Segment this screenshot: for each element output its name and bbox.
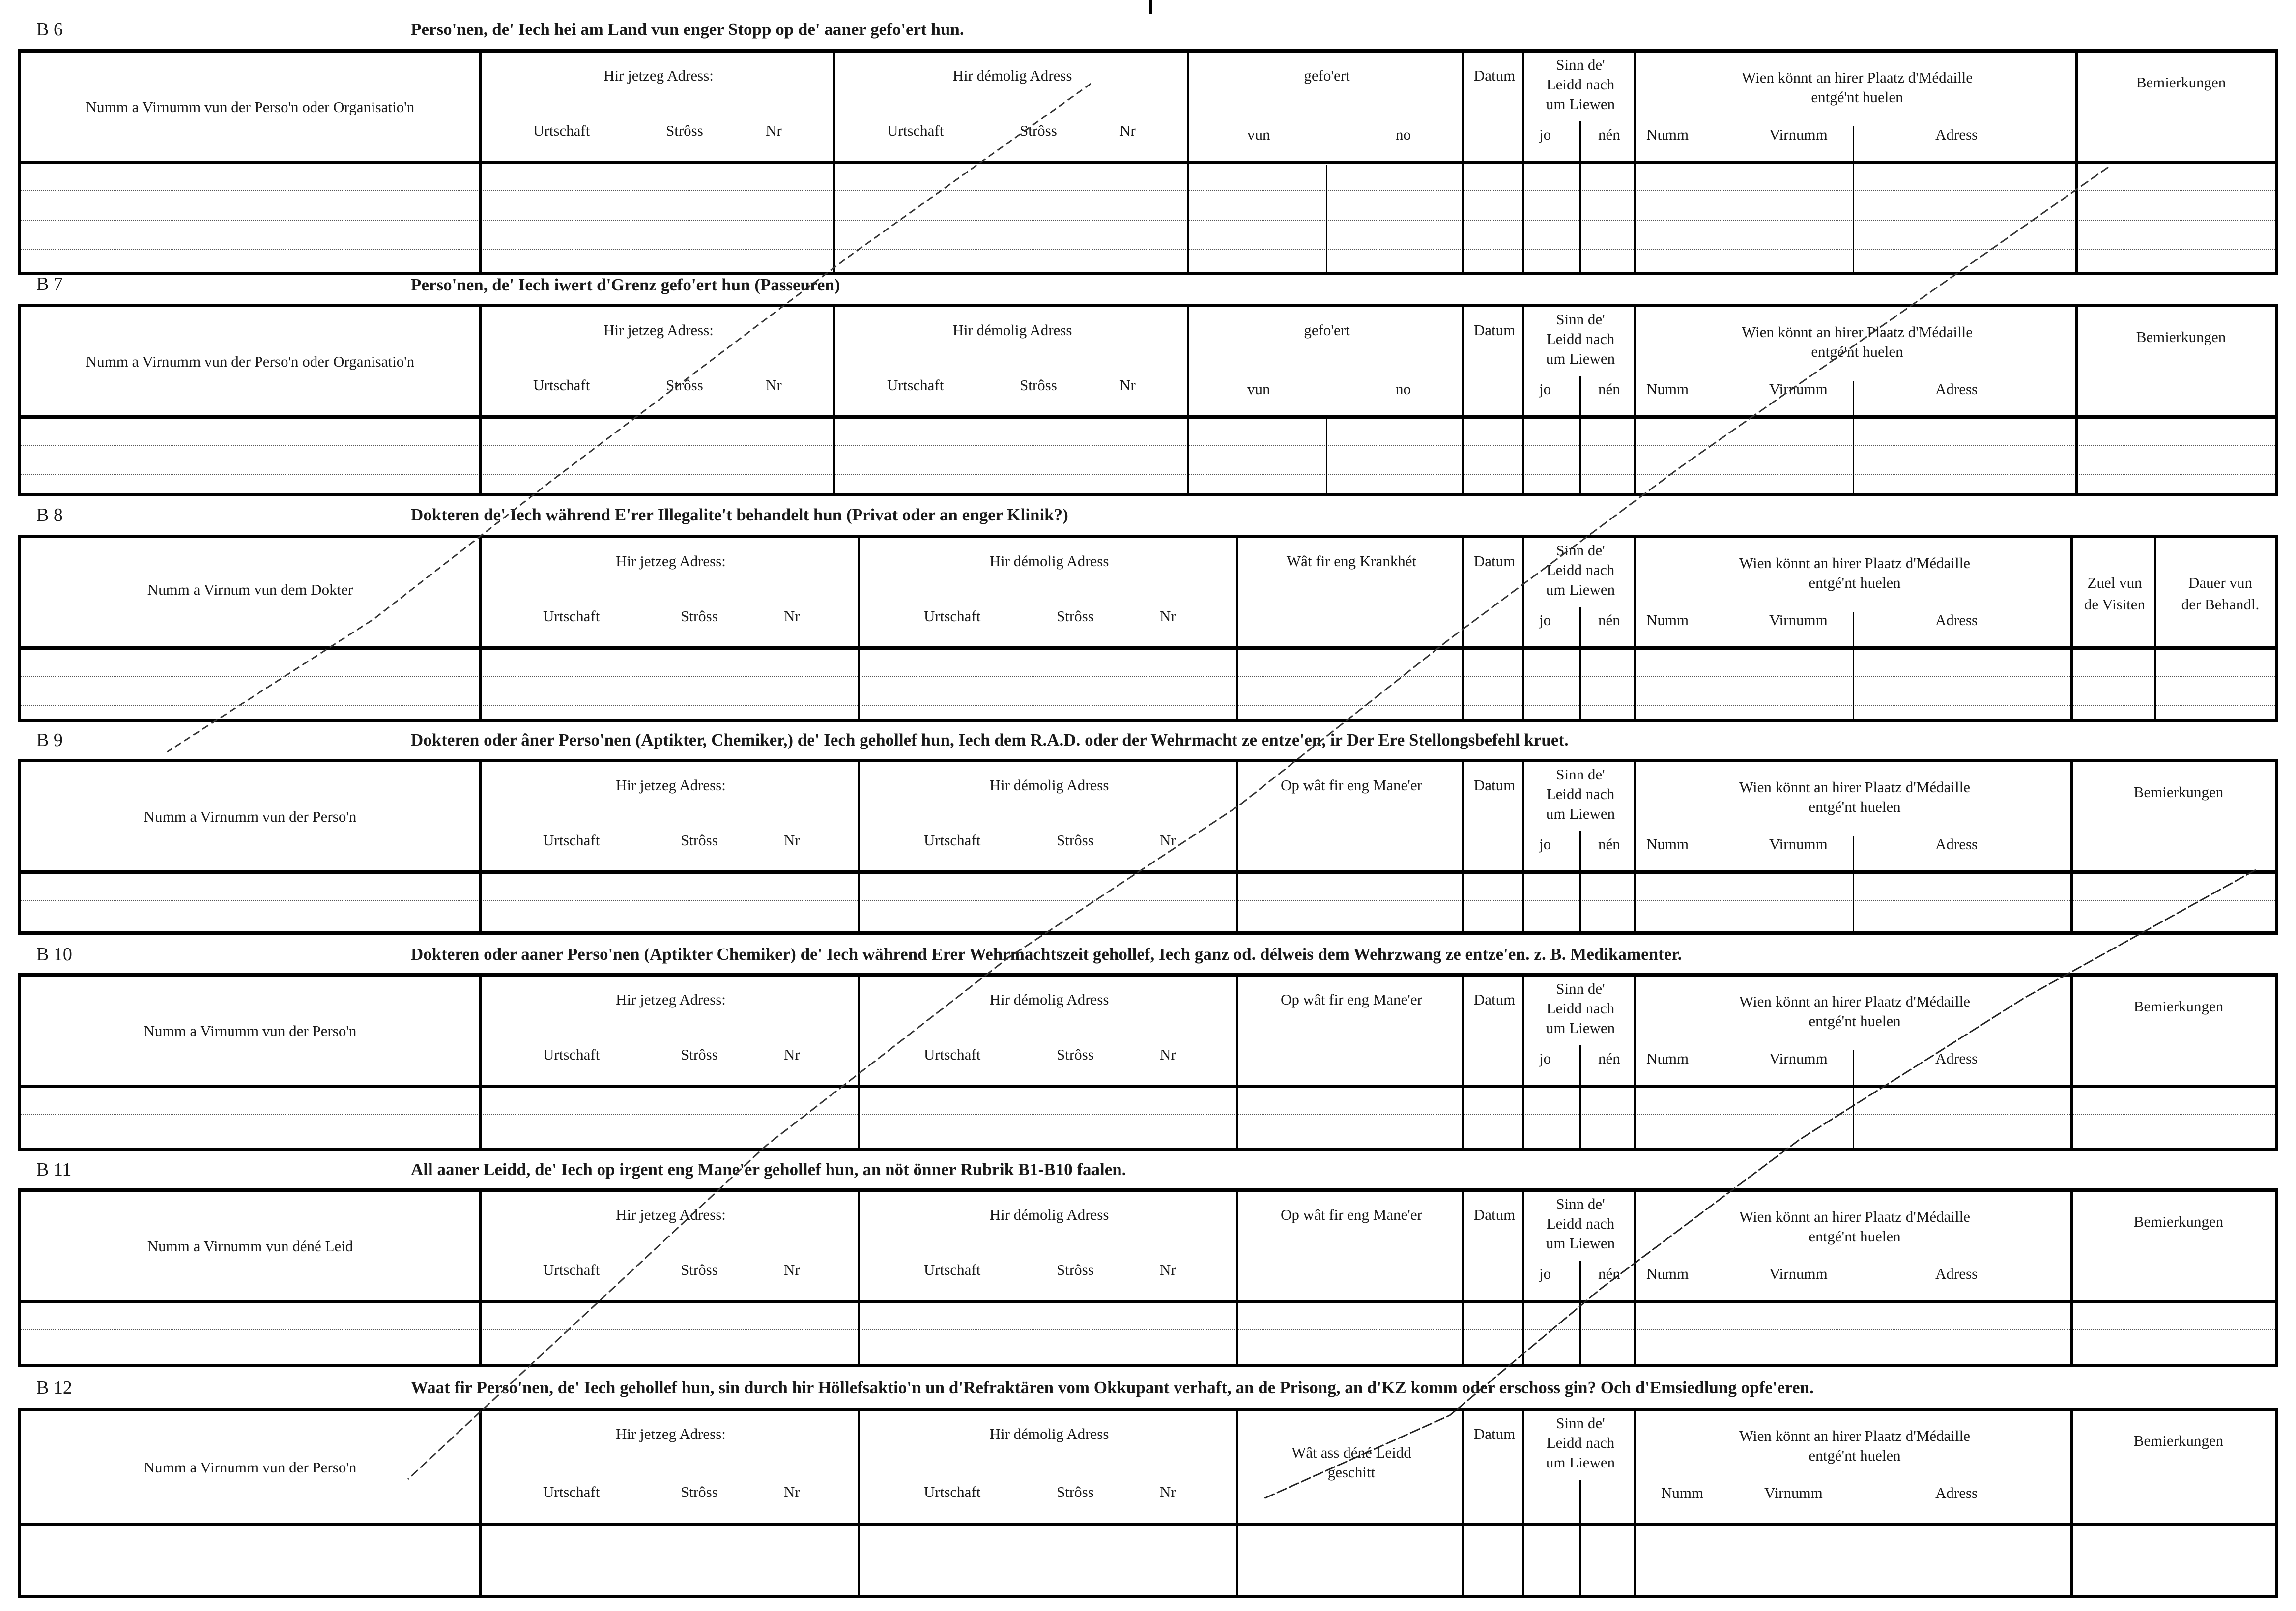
stross-label: Strôss [681, 832, 718, 849]
leidd-label: Leidd nach [1546, 785, 1615, 803]
stross-label: Strôss [1057, 832, 1094, 849]
what-happened-header: Wât ass déné Leidd [1292, 1444, 1411, 1461]
jo-label: jo [1539, 1050, 1551, 1067]
datum-label: Datum [1473, 1206, 1516, 1223]
former-address-header: Hir démolig Adress [989, 1206, 1109, 1223]
sinn-label: Sinn de' [1556, 542, 1605, 559]
liewen-label: um Liewen [1546, 350, 1615, 367]
bemierkungen-label: Bemierkungen [2133, 1213, 2224, 1230]
medal-header: Wien könnt an hirer Plaatz d'Médaille [1739, 1208, 1971, 1225]
leidd-label: Leidd nach [1546, 330, 1615, 347]
jo-label: jo [1539, 126, 1551, 143]
numm-label: Numm [1661, 1484, 1704, 1501]
first-col-label: Numm a Virnumm vun déné Leid [147, 1237, 353, 1255]
adress-label: Adress [1935, 380, 1978, 398]
manner-header: Op wât fir eng Mane'er [1281, 991, 1422, 1008]
nr-label: Nr [1160, 1261, 1176, 1278]
datum-label: Datum [1473, 321, 1516, 339]
urtschaft-label: Urtschaft [543, 832, 600, 849]
stross-label: Strôss [681, 1261, 718, 1278]
medal-header-2: entgé'nt huelen [1808, 798, 1901, 815]
current-address-header: Hir jetzeg Adress: [616, 991, 726, 1008]
section-b9 [18, 722, 2278, 935]
medal-header: Wien könnt an hirer Plaatz d'Médaille [1741, 323, 1973, 341]
section-code: B 8 [36, 505, 63, 525]
vun-label: vun [1247, 380, 1270, 398]
datum-label: Datum [1473, 67, 1516, 84]
jo-label: jo [1539, 835, 1551, 853]
section-table [18, 973, 2278, 1151]
adress-label: Adress [1935, 1050, 1978, 1067]
section-b12 [18, 1367, 2278, 1598]
urtschaft-label: Urtschaft [924, 832, 981, 849]
nr-label: Nr [1119, 376, 1136, 394]
urtschaft-label: Urtschaft [533, 122, 590, 139]
current-address-header: Hir jetzeg Adress: [616, 552, 726, 570]
liewen-label: um Liewen [1546, 1019, 1615, 1036]
numm-label: Numm [1646, 835, 1689, 853]
liewen-label: um Liewen [1546, 95, 1615, 113]
medal-header-2: entgé'nt huelen [1811, 343, 1903, 360]
nr-label: Nr [784, 1483, 800, 1500]
sinn-label: Sinn de' [1556, 766, 1605, 783]
section-title: All aaner Leidd, de' Iech op irgent eng Mane'er gehollef hun, an nöt önner Rubrik B1-B10 faalen. [411, 1160, 1126, 1179]
top-tick [1149, 0, 1152, 14]
nr-label: Nr [784, 607, 800, 625]
nen-label: nén [1598, 611, 1620, 629]
nr-label: Nr [766, 376, 782, 394]
first-col-label: Numm a Virnumm vun der Perso'n [144, 808, 357, 825]
nr-label: Nr [784, 832, 800, 849]
medal-header: Wien könnt an hirer Plaatz d'Médaille [1739, 993, 1971, 1010]
virnumm-label: Virnumm [1769, 835, 1828, 853]
bemierkungen-label: Bemierkungen [2136, 74, 2226, 91]
bemierkungen-label: Bemierkungen [2133, 783, 2224, 801]
liewen-label: um Liewen [1546, 1454, 1615, 1471]
leidd-label: Leidd nach [1546, 561, 1615, 578]
urtschaft-label: Urtschaft [543, 607, 600, 625]
numm-label: Numm [1646, 380, 1689, 398]
visiten-label-2: de Visiten [2084, 596, 2146, 613]
medal-header-2: entgé'nt huelen [1808, 1228, 1901, 1245]
liewen-label: um Liewen [1546, 805, 1615, 822]
section-table [18, 1188, 2278, 1367]
former-address-header: Hir démolig Adress [952, 67, 1072, 84]
stross-label: Strôss [1057, 607, 1094, 625]
medal-header: Wien könnt an hirer Plaatz d'Médaille [1741, 69, 1973, 86]
no-label: no [1396, 126, 1411, 143]
nr-label: Nr [1160, 832, 1176, 849]
urtschaft-label: Urtschaft [924, 1046, 981, 1063]
section-b6 [18, 15, 2278, 275]
first-col-label: Numm a Virnumm vun der Perso'n [144, 1459, 357, 1476]
stross-label: Strôss [1020, 122, 1057, 139]
jo-label: jo [1539, 1265, 1551, 1282]
manner-header: Op wât fir eng Mane'er [1281, 777, 1422, 794]
urtschaft-label: Urtschaft [533, 376, 590, 394]
medal-header-2: entgé'nt huelen [1811, 88, 1903, 106]
bemierkungen-label: Bemierkungen [2133, 998, 2224, 1015]
section-b10 [18, 935, 2278, 1151]
adress-label: Adress [1935, 611, 1978, 629]
liewen-label: um Liewen [1546, 581, 1615, 598]
section-code: B 11 [36, 1159, 72, 1180]
liewen-label: um Liewen [1546, 1235, 1615, 1252]
nen-label: nén [1598, 1050, 1620, 1067]
sinn-label: Sinn de' [1556, 1195, 1605, 1212]
section-code: B 9 [36, 730, 63, 750]
section-code: B 7 [36, 274, 63, 294]
bemierkungen-label: Bemierkungen [2136, 328, 2226, 345]
section-table [18, 49, 2278, 275]
current-address-header: Hir jetzeg Adress: [616, 1206, 726, 1223]
section-table [18, 535, 2278, 722]
section-title: Dokteren oder aaner Perso'nen (Aptikter Chemiker) de' Iech während Erer Wehrmachtszeit gehollef, Iech ganz od. délweis dem Wehrzwang ze entze'en. z. B. Medikamenter. [411, 945, 1682, 964]
sinn-label: Sinn de' [1556, 56, 1605, 73]
former-address-header: Hir démolig Adress [989, 552, 1109, 570]
section-table [18, 304, 2278, 496]
adress-label: Adress [1935, 835, 1978, 853]
former-address-header: Hir démolig Adress [989, 991, 1109, 1008]
visiten-label: Zuel vun [2087, 574, 2142, 591]
section-title: Perso'nen, de' Iech iwert d'Grenz gefo'ert hun (Passeuren) [411, 275, 840, 294]
nen-label: nén [1598, 126, 1620, 143]
stross-label: Strôss [666, 122, 703, 139]
nr-label: Nr [1160, 607, 1176, 625]
leidd-label: Leidd nach [1546, 76, 1615, 93]
section-b7 [18, 269, 2278, 496]
stross-label: Strôss [666, 376, 703, 394]
nr-label: Nr [1160, 1046, 1176, 1063]
leidd-label: Leidd nach [1546, 1215, 1615, 1232]
nen-label: nén [1598, 1265, 1620, 1282]
sinn-label: Sinn de' [1556, 311, 1605, 328]
medal-header-2: entgé'nt huelen [1808, 1447, 1901, 1464]
vun-label: vun [1247, 126, 1270, 143]
medal-header-2: entgé'nt huelen [1808, 574, 1901, 591]
urtschaft-label: Urtschaft [887, 376, 944, 394]
adress-label: Adress [1935, 1484, 1978, 1501]
stross-label: Strôss [681, 1483, 718, 1500]
nr-label: Nr [784, 1261, 800, 1278]
section-table [18, 1408, 2278, 1598]
former-address-header: Hir démolig Adress [952, 321, 1072, 339]
section-title: Perso'nen, de' Iech hei am Land vun enger Stopp op de' aaner gefo'ert hun. [411, 20, 964, 39]
jo-label: jo [1539, 380, 1551, 398]
section-code: B 6 [36, 19, 63, 40]
stross-label: Strôss [681, 607, 718, 625]
medal-header: Wien könnt an hirer Plaatz d'Médaille [1739, 554, 1971, 572]
first-col-label: Numm a Virnumm vun der Perso'n oder Organisatio'n [86, 98, 415, 115]
urtschaft-label: Urtschaft [924, 1261, 981, 1278]
stross-label: Strôss [1057, 1261, 1094, 1278]
datum-label: Datum [1473, 777, 1516, 794]
bemierkungen-label: Bemierkungen [2133, 1432, 2224, 1449]
stross-label: Strôss [681, 1046, 718, 1063]
urtschaft-label: Urtschaft [924, 607, 981, 625]
virnumm-label: Virnumm [1769, 1265, 1828, 1282]
medal-header: Wien könnt an hirer Plaatz d'Médaille [1739, 778, 1971, 796]
first-col-label: Numm a Virnum vun dem Dokter [147, 581, 353, 598]
medal-header: Wien könnt an hirer Plaatz d'Médaille [1739, 1427, 1971, 1444]
section-code: B 12 [36, 1378, 72, 1398]
numm-label: Numm [1646, 611, 1689, 629]
urtschaft-label: Urtschaft [543, 1046, 600, 1063]
gefoert-header: gefo'ert [1304, 67, 1350, 84]
section-title: Waat fir Perso'nen, de' Iech gehollef hun, sin durch hir Höllefsaktio'n un d'Refraktären vom Okkupant verhaft, an de Prisong, an d'KZ komm oder erschoss gin? Och d'Emsiedlung opfe'eren. [411, 1378, 1814, 1397]
nen-label: nén [1598, 835, 1620, 853]
section-table [18, 759, 2278, 935]
nr-label: Nr [1119, 122, 1136, 139]
nen-label: nén [1598, 380, 1620, 398]
section-b11 [18, 1151, 2278, 1367]
numm-label: Numm [1646, 1050, 1689, 1067]
dauer-label: Dauer vun [2188, 574, 2252, 591]
nr-label: Nr [784, 1046, 800, 1063]
nr-label: Nr [766, 122, 782, 139]
urtschaft-label: Urtschaft [887, 122, 944, 139]
adress-label: Adress [1935, 1265, 1978, 1282]
current-address-header: Hir jetzeg Adress: [616, 1425, 726, 1442]
urtschaft-label: Urtschaft [543, 1483, 600, 1500]
gefoert-header: gefo'ert [1304, 321, 1350, 339]
former-address-header: Hir démolig Adress [989, 1425, 1109, 1442]
virnumm-label: Virnumm [1769, 380, 1828, 398]
numm-label: Numm [1646, 1265, 1689, 1282]
sinn-label: Sinn de' [1556, 1414, 1605, 1432]
adress-label: Adress [1935, 126, 1978, 143]
former-address-header: Hir démolig Adress [989, 777, 1109, 794]
section-title: Dokteren de' Iech während E'rer Illegalite't behandelt hun (Privat oder an enger Klinik?) [411, 505, 1068, 524]
krankheet-header: Wât fir eng Krankhét [1286, 552, 1417, 570]
section-b8 [18, 496, 2278, 722]
urtschaft-label: Urtschaft [543, 1261, 600, 1278]
leidd-label: Leidd nach [1546, 1000, 1615, 1017]
virnumm-label: Virnumm [1769, 611, 1828, 629]
dauer-label-2: der Behandl. [2181, 596, 2260, 613]
manner-header: Op wât fir eng Mane'er [1281, 1206, 1422, 1223]
stross-label: Strôss [1020, 376, 1057, 394]
current-address-header: Hir jetzeg Adress: [616, 777, 726, 794]
numm-label: Numm [1646, 126, 1689, 143]
leidd-label: Leidd nach [1546, 1434, 1615, 1451]
current-address-header: Hir jetzeg Adress: [603, 321, 714, 339]
virnumm-label: Virnumm [1769, 126, 1828, 143]
stross-label: Strôss [1057, 1483, 1094, 1500]
current-address-header: Hir jetzeg Adress: [603, 67, 714, 84]
nr-label: Nr [1160, 1483, 1176, 1500]
stross-label: Strôss [1057, 1046, 1094, 1063]
first-col-label: Numm a Virnumm vun der Perso'n oder Organisatio'n [86, 353, 415, 370]
medal-header-2: entgé'nt huelen [1808, 1012, 1901, 1030]
no-label: no [1396, 380, 1411, 398]
section-code: B 10 [36, 944, 72, 965]
jo-label: jo [1539, 611, 1551, 629]
datum-label: Datum [1473, 991, 1516, 1008]
first-col-label: Numm a Virnumm vun der Perso'n [144, 1022, 357, 1039]
datum-label: Datum [1473, 1425, 1516, 1442]
section-title: Dokteren oder âner Perso'nen (Aptikter, Chemiker,) de' Iech gehollef hun, Iech dem R.A.D. oder der Wehrmacht ze entze'en, ir Der Ere Stellongsbefehl kruet. [411, 730, 1569, 749]
virnumm-label: Virnumm [1764, 1484, 1823, 1501]
urtschaft-label: Urtschaft [924, 1483, 981, 1500]
sinn-label: Sinn de' [1556, 980, 1605, 997]
virnumm-label: Virnumm [1769, 1050, 1828, 1067]
what-happened-header-2: geschitt [1327, 1464, 1376, 1481]
datum-label: Datum [1473, 552, 1516, 570]
